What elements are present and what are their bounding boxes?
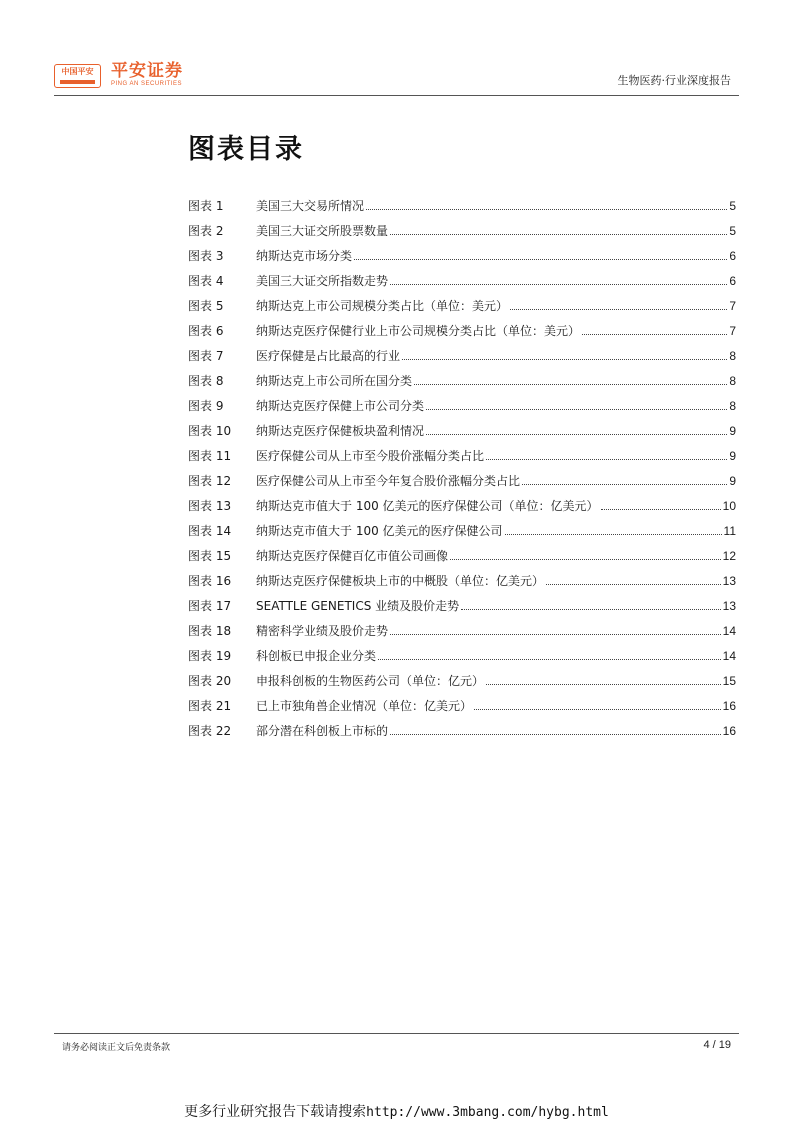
- toc-entry[interactable]: [188, 464, 736, 489]
- toc-page-number: 9: [729, 474, 736, 488]
- toc-entry[interactable]: [188, 564, 736, 589]
- toc-figure-title: 纳斯达克市值大于 100 亿美元的医疗保健公司（单位：亿美元）: [256, 499, 599, 513]
- logo-name-cn: 平安证券: [111, 61, 183, 81]
- toc-figure-label: 图表 5: [188, 299, 224, 313]
- toc-dot-leader: [366, 209, 727, 210]
- toc-page-number: 6: [729, 249, 736, 263]
- toc-dot-leader: [426, 434, 727, 435]
- toc-figure-title: 精密科学业绩及股价走势: [256, 624, 389, 638]
- toc-page-number: 16: [722, 699, 736, 713]
- toc-entry[interactable]: [188, 389, 736, 414]
- toc-figure-label: 图表 10: [188, 424, 232, 438]
- toc-figure-label: 图表 18: [188, 624, 232, 638]
- toc-figure-title: 纳斯达克上市公司所在国分类: [256, 374, 413, 388]
- toc-page-number: 12: [722, 549, 736, 563]
- toc-figure-label: 图表 19: [188, 649, 232, 663]
- toc-entry[interactable]: [188, 264, 736, 289]
- figure-index-list: [188, 189, 736, 739]
- toc-figure-title: 纳斯达克市值大于 100 亿美元的医疗保健公司: [256, 524, 503, 538]
- toc-figure-title: SEATTLE GENETICS 业绩及股价走势: [256, 599, 460, 613]
- toc-page-number: 8: [729, 374, 736, 388]
- toc-dot-leader: [486, 459, 727, 460]
- toc-figure-label: 图表 6: [188, 324, 224, 338]
- toc-figure-title: 纳斯达克上市公司规模分类占比（单位：美元）: [256, 299, 509, 313]
- toc-entry[interactable]: [188, 314, 736, 339]
- toc-entry[interactable]: [188, 189, 736, 214]
- toc-figure-label: 图表 12: [188, 474, 232, 488]
- toc-figure-label: 图表 13: [188, 499, 232, 513]
- toc-entry[interactable]: [188, 539, 736, 564]
- toc-figure-label: 图表 9: [188, 399, 224, 413]
- toc-figure-label: 图表 4: [188, 274, 224, 288]
- toc-figure-label: 图表 15: [188, 549, 232, 563]
- toc-figure-label: 图表 22: [188, 724, 232, 738]
- toc-figure-title: 美国三大证交所指数走势: [256, 274, 389, 288]
- logo-name-en: PING AN SECURITIES: [111, 81, 183, 87]
- toc-figure-title: 纳斯达克医疗保健行业上市公司规模分类占比（单位：美元）: [256, 324, 581, 338]
- toc-figure-title: 申报科创板的生物医药公司（单位：亿元）: [256, 674, 485, 688]
- toc-figure-label: 图表 16: [188, 574, 232, 588]
- toc-figure-label: 图表 3: [188, 249, 224, 263]
- toc-dot-leader: [486, 684, 721, 685]
- toc-dot-leader: [354, 259, 727, 260]
- toc-entry[interactable]: [188, 714, 736, 739]
- toc-figure-title: 美国三大证交所股票数量: [256, 224, 389, 238]
- toc-entry[interactable]: [188, 439, 736, 464]
- toc-page-number: 15: [722, 674, 736, 688]
- disclaimer-note: 请务必阅读正文后免责条款: [62, 1043, 171, 1053]
- download-link[interactable]: http://www.3mbang.com/hybg.html: [366, 1105, 609, 1120]
- toc-entry[interactable]: [188, 664, 736, 689]
- toc-page-number: 10: [722, 499, 736, 513]
- toc-entry[interactable]: [188, 239, 736, 264]
- toc-figure-title: 已上市独角兽企业情况（单位：亿美元）: [256, 699, 473, 713]
- ping-an-badge-icon: [54, 64, 101, 88]
- toc-entry[interactable]: [188, 514, 736, 539]
- toc-entry[interactable]: [188, 214, 736, 239]
- toc-dot-leader: [390, 634, 721, 635]
- toc-figure-label: 图表 14: [188, 524, 232, 538]
- toc-entry[interactable]: [188, 614, 736, 639]
- toc-figure-label: 图表 2: [188, 224, 224, 238]
- header-divider: [54, 95, 739, 96]
- toc-entry[interactable]: [188, 339, 736, 364]
- toc-dot-leader: [426, 409, 727, 410]
- toc-page-number: 9: [729, 424, 736, 438]
- toc-figure-title: 部分潜在科创板上市标的: [256, 724, 389, 738]
- toc-page-number: 11: [723, 524, 736, 538]
- toc-dot-leader: [505, 534, 722, 535]
- toc-figure-title: 医疗保健公司从上市至今股价涨幅分类占比: [256, 449, 485, 463]
- toc-figure-title: 医疗保健是占比最高的行业: [256, 349, 401, 363]
- toc-page-number: 7: [729, 324, 736, 338]
- toc-page-number: 7: [729, 299, 736, 313]
- toc-dot-leader: [390, 734, 721, 735]
- toc-dot-leader: [402, 359, 727, 360]
- toc-figure-label: 图表 7: [188, 349, 224, 363]
- toc-entry[interactable]: [188, 364, 736, 389]
- footer-divider: [54, 1033, 739, 1034]
- toc-page-number: 6: [729, 274, 736, 288]
- toc-dot-leader: [414, 384, 727, 385]
- toc-dot-leader: [601, 509, 721, 510]
- toc-page-number: 5: [729, 199, 736, 213]
- toc-entry[interactable]: [188, 289, 736, 314]
- toc-dot-leader: [450, 559, 721, 560]
- download-banner-text: 更多行业研究报告下载请搜索: [184, 1104, 367, 1120]
- toc-figure-title: 纳斯达克医疗保健上市公司分类: [256, 399, 425, 413]
- toc-dot-leader: [546, 584, 721, 585]
- toc-figure-label: 图表 21: [188, 699, 232, 713]
- toc-figure-label: 图表 20: [188, 674, 232, 688]
- toc-dot-leader: [461, 609, 721, 610]
- toc-page-number: 16: [722, 724, 736, 738]
- toc-entry[interactable]: [188, 689, 736, 714]
- toc-page-number: 13: [722, 599, 736, 613]
- toc-figure-label: 图表 11: [188, 449, 232, 463]
- toc-dot-leader: [522, 484, 727, 485]
- page-title: 图表目录: [188, 134, 304, 165]
- toc-figure-title: 纳斯达克医疗保健板块盈利情况: [256, 424, 425, 438]
- toc-page-number: 14: [722, 624, 736, 638]
- toc-page-number: 5: [729, 224, 736, 238]
- toc-entry[interactable]: [188, 639, 736, 664]
- report-category: 生物医药·行业深度报告: [617, 74, 731, 87]
- toc-entry[interactable]: [188, 414, 736, 439]
- toc-page-number: 8: [729, 399, 736, 413]
- page-indicator: 4 / 19: [703, 1039, 731, 1051]
- toc-page-number: 13: [722, 574, 736, 588]
- toc-figure-title: 纳斯达克市场分类: [256, 249, 353, 263]
- toc-figure-title: 科创板已申报企业分类: [256, 649, 377, 663]
- logo-badge-text: 中国平安: [61, 66, 94, 76]
- toc-dot-leader: [582, 334, 727, 335]
- toc-figure-title: 纳斯达克医疗保健百亿市值公司画像: [256, 549, 449, 563]
- toc-figure-label: 图表 8: [188, 374, 224, 388]
- toc-figure-label: 图表 17: [188, 599, 232, 613]
- toc-figure-label: 图表 1: [188, 199, 224, 213]
- download-banner: [0, 1101, 793, 1121]
- toc-figure-title: 美国三大交易所情况: [256, 199, 365, 213]
- toc-figure-title: 纳斯达克医疗保健板块上市的中概股（单位：亿美元）: [256, 574, 545, 588]
- toc-dot-leader: [378, 659, 721, 660]
- toc-figure-title: 医疗保健公司从上市至今年复合股价涨幅分类占比: [256, 474, 521, 488]
- toc-page-number: 9: [729, 449, 736, 463]
- toc-dot-leader: [390, 284, 727, 285]
- toc-entry[interactable]: [188, 589, 736, 614]
- toc-page-number: 8: [729, 349, 736, 363]
- toc-dot-leader: [474, 709, 721, 710]
- company-logo: [54, 62, 183, 89]
- toc-page-number: 14: [722, 649, 736, 663]
- toc-dot-leader: [390, 234, 727, 235]
- toc-entry[interactable]: [188, 489, 736, 514]
- toc-dot-leader: [510, 309, 727, 310]
